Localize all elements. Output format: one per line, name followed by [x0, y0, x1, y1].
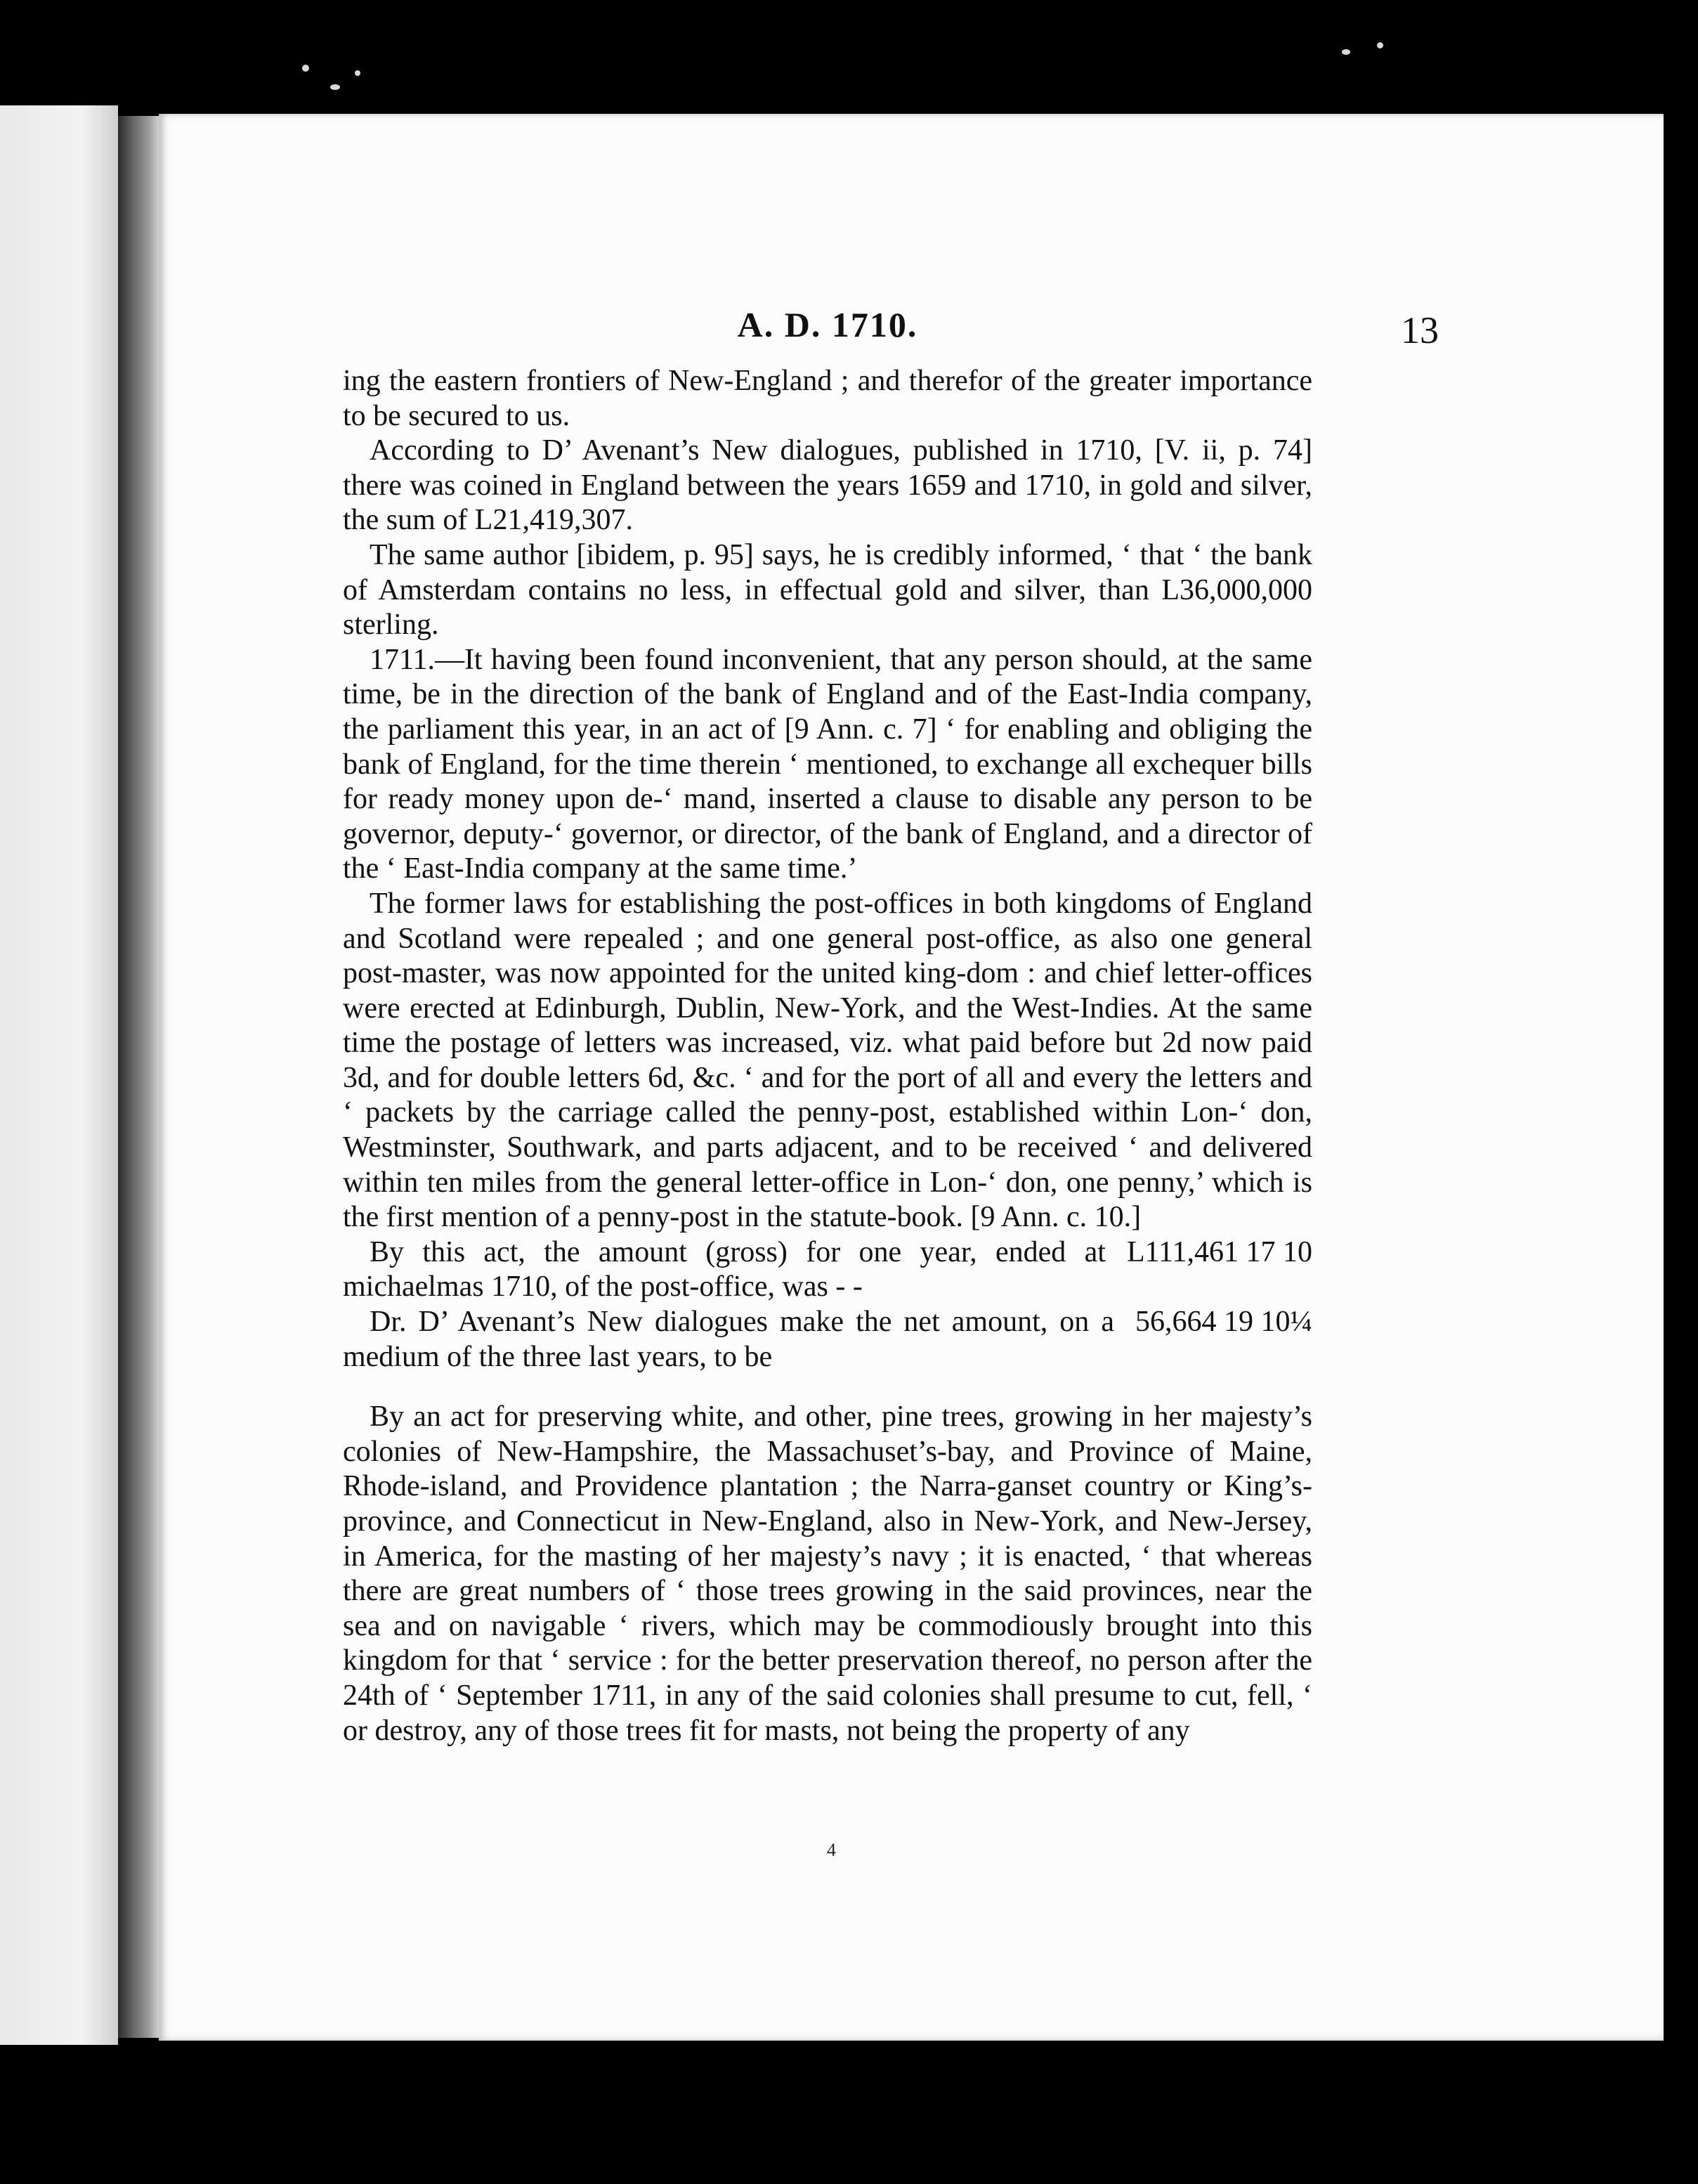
ledger-text: By this act, the amount (gross) for one year, ended at michaelmas 1710, of the post-office, was - - [343, 1235, 1106, 1304]
signature-mark: 4 [827, 1840, 836, 1860]
ledger-row [343, 1305, 1312, 1374]
paragraph-pine-trees-act: By an act for preserving white, and other, pine trees, growing in her majesty’s colonies of New-Hampshire, the Massachuset’s-bay, and Province of Maine, Rhode-island, and Providence plantation ; the Narra-ganset country or King’s-province, and Connecticut in New-England, also in New-York, and New-Jersey, in America, for the masting of her majesty’s navy ; it is enacted, ‘ that whereas there are great numbers of ‘ those trees growing in the said provinces, near the sea and on navigable ‘ rivers, which may be commodiously brought into this kingdom for that ‘ service : for the better preservation thereof, no person after the 24th of ‘ September 1711, in any of the said colonies shall presume to cut, fell, ‘ or destroy, any of those trees fit for masts, not being the property of any [343, 1400, 1312, 1747]
scan-speck [1342, 49, 1350, 55]
book-page [159, 114, 1664, 2041]
running-head: A. D. 1710. [737, 305, 918, 344]
paragraph-amsterdam-bank: The same author [ibidem, p. 95] says, he is credibly informed, ‘ that ‘ the bank of Amsterdam contains no less, in effectual gold and silver, than L36,000,000 sterling. [343, 538, 1312, 642]
scan-speck [330, 84, 340, 90]
book-gutter [118, 116, 159, 2038]
scan-speck [302, 65, 309, 72]
ledger-row [343, 1235, 1312, 1305]
paragraph-continuation: ing the eastern frontiers of New-England ; and therefor of the greater importance to be secured to us. [343, 365, 1312, 432]
paragraph-bank-directors-act: 1711.—It having been found inconvenient, that any person should, at the same time, be in the direction of the bank of England and of the East-India company, the parliament this year, in an act of [9 Ann. c. 7] ‘ for enabling and obliging the bank of England, for the time therein ‘ mentioned, to exchange all exchequer bills for ready money upon de-‘ mand, inserted a clause to disable any person to be governor, deputy-‘ governor, or director, of the bank of England, and a director of the ‘ East-India company at the same time.’ [343, 643, 1312, 885]
ledger-amount: L111,461 17 10 [1126, 1235, 1312, 1268]
scan-speck [1377, 42, 1383, 48]
text-block [343, 304, 1439, 1748]
ledger-text: Dr. D’ Avenant’s New dialogues make the net amount, on a medium of the three last years, to be [343, 1306, 1114, 1373]
spacer [343, 1374, 1312, 1400]
paragraph-post-office: The former laws for establishing the post-offices in both kingdoms of England and Scotland were repealed ; and one general post-office, as also one general post-master, was now appointed for the united king-dom : and chief letter-offices were erected at Edinburgh, Dublin, New-York, and the West-Indies. At the same time the postage of letters was increased, viz. what paid before but 2d now paid 3d, and for double letters 6d, &c. ‘ and for the port of all and every the letters and ‘ packets by the carriage called the penny-post, established within Lon-‘ don, Westminster, Southwark, and parts adjacent, and to be received ‘ and delivered within ten miles from the general letter-office in Lon-‘ don, one penny,’ which is the first mention of a penny-post in the statute-book. [9 Ann. c. 10.] [343, 887, 1312, 1234]
page-number: 13 [1401, 309, 1439, 351]
scan-speck [355, 70, 360, 76]
previous-page-edge [0, 105, 118, 2045]
ledger-amount: 56,664 19 10¼ [1135, 1306, 1312, 1339]
paragraph-coinage: According to D’ Avenant’s New dialogues, published in 1710, [V. ii, p. 74] there was coined in England between the years 1659 and 1710, in gold and silver, the sum of L21,419,307. [343, 434, 1312, 537]
page-header [343, 304, 1439, 364]
